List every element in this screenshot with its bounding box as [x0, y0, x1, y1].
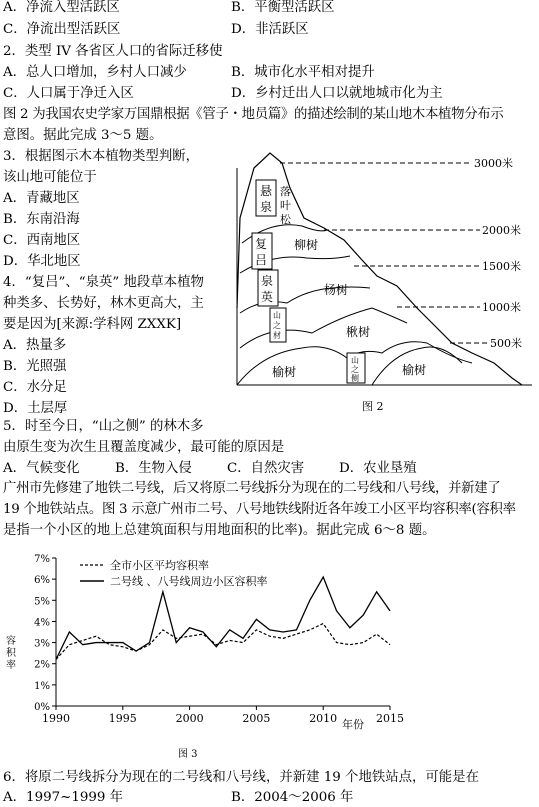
series-line-metro-2-8	[56, 577, 390, 659]
label-fulv-1: 复	[255, 237, 268, 251]
q1-option-d: D．非活跃区	[231, 22, 309, 37]
y-tick-label: 1%	[34, 680, 50, 692]
q3-option-a: A．青藏地区	[3, 191, 80, 206]
q4-stem-line1: 4．“复吕”、“泉英” 地段草本植物	[3, 275, 204, 290]
label-quanying-2: 英	[261, 290, 274, 304]
q2-options-row1	[3, 63, 375, 82]
elevation-label-1500: 1500米	[482, 260, 521, 273]
q4-option-c: C．水分足	[3, 380, 67, 395]
q3-option-d: D．华北地区	[3, 254, 81, 269]
figure-2-caption: 图 2	[362, 400, 384, 413]
label-fulv-2: 吕	[255, 253, 268, 267]
label-shanzhice-1: 山	[351, 356, 359, 365]
q5-option-a: A．气候变化	[3, 461, 80, 476]
q1-options-row1	[3, 0, 335, 17]
x-axis-title: 年份	[342, 718, 364, 731]
q3-stem-line2: 该山地可能位于	[3, 170, 97, 185]
q3-stem-line1: 3．根据图示木本植物类型判断，	[3, 149, 199, 164]
label-shanzhicai-1: 山	[273, 311, 281, 320]
label-shanzhicai-3: 材	[273, 331, 281, 340]
y-tick-label: 7%	[34, 554, 50, 565]
q6-option-a: A．1997~1999 年	[3, 790, 124, 805]
label-yangshu: 杨树	[324, 283, 349, 297]
q1-option-a: A．净流入型活跃区	[3, 0, 120, 15]
q6-stem: 6．将原二号线拆分为现在的二号线和八号线，并新建 19 个地铁站点，可能是在	[3, 770, 479, 785]
q5-stem-line1: 5．时至今日，“山之侧” 的林木多	[3, 419, 204, 434]
q5-option-d: D．农业垦殖	[339, 461, 417, 476]
ylabel-char-2: 积	[6, 648, 16, 659]
label-yushu-left: 榆树	[272, 365, 297, 379]
label-yushu-right: 榆树	[402, 363, 427, 377]
elevation-3000	[280, 156, 513, 170]
label-xuanquan-2: 泉	[260, 200, 273, 214]
y-tick-label: 6%	[34, 575, 50, 587]
q3-option-b: B．东南沿海	[3, 212, 80, 227]
elevation-label-3000: 3000米	[474, 157, 513, 170]
x-tick-label: 2015	[376, 712, 404, 725]
label-qiushu: 楸树	[346, 325, 371, 339]
label-luoyesong-1: 落	[280, 185, 291, 198]
ylabel-char-3: 率	[6, 660, 16, 671]
q4-option-b: B．光照强	[3, 359, 67, 374]
elevation-1500	[354, 259, 521, 273]
elevation-label-500: 500米	[490, 337, 522, 350]
figure-3-line-chart	[0, 548, 539, 766]
q2-option-b: B．城市化水平相对提升	[231, 65, 375, 80]
q2-option-d: D．乡村迁出人口以就地城市化为主	[231, 86, 443, 101]
chart-legend	[80, 558, 268, 588]
hill-layer-4	[240, 308, 407, 348]
label-luoyesong-2: 叶	[280, 199, 291, 212]
q4-stem-line2: 种类多、长势好，林木更高大，主	[3, 296, 204, 311]
x-tick-label: 2000	[175, 712, 204, 725]
q2-stem: 2．类型 IV 各省区人口的省际迁移使	[3, 44, 223, 59]
intro2-line2: 意图。据此完成 3～5 题。	[3, 128, 163, 143]
q3-option-c: C．西南地区	[3, 233, 81, 248]
q4-stem-line3: 要是因为[来源:学科网 ZXXK]	[3, 317, 182, 332]
q6-option-b: B．2004～2006 年	[231, 790, 354, 805]
x-tick-label: 2005	[242, 712, 271, 725]
q2-option-c: C．人口属于净迁入区	[3, 86, 134, 101]
y-tick-label: 2%	[34, 659, 50, 671]
x-tick-label: 2010	[309, 712, 338, 725]
q1-option-b: B．平衡型活跃区	[231, 0, 335, 15]
intro3-line3: 是指一个小区的地上总建筑面积与用地面积的比率)。据此完成 6～8 题。	[3, 523, 436, 538]
intro3-line2: 19 个地铁站点。图 3 示意广州市二号、八号地铁线附近各年竣工小区平均容积率(容积率	[3, 502, 516, 517]
q4-option-d: D．土层厚	[3, 401, 68, 416]
label-quanying-1: 泉	[261, 274, 274, 288]
q5-option-c: C．自然灾害	[227, 461, 305, 476]
y-tick-label: 5%	[34, 596, 50, 608]
ylabel-char-1: 容	[6, 636, 16, 647]
series-line-city-average	[56, 624, 390, 660]
q2-options-row2	[3, 84, 443, 103]
q2-option-a: A．总人口增加，乡村人口减少	[3, 65, 187, 80]
label-xuanquan-1: 悬	[260, 184, 273, 198]
q4-option-a: A．热量多	[3, 338, 67, 353]
q1-options-row2	[3, 20, 309, 39]
q6-options	[3, 788, 354, 807]
intro2-line1: 图 2 为我国农史学家万国鼎根据《管子・地员篇》的描述绘制的某山地木本植物分布示	[3, 107, 504, 122]
q1-option-c: C．净流出型活跃区	[3, 22, 121, 37]
q5-stem-line2: 由原生变为次生且覆盖度减少，最可能的原因是	[3, 440, 285, 455]
y-axis-title	[6, 635, 17, 671]
x-tick-label: 1995	[108, 712, 137, 725]
elevation-1000	[397, 300, 521, 314]
legend-metro-label: 二号线 、八号线周边小区容积率	[110, 575, 268, 588]
label-shanzhice-3: 侧	[351, 374, 359, 383]
figure-2-mountain-diagram	[232, 148, 539, 418]
elevation-label-2000: 2000米	[482, 224, 521, 237]
elevation-2000	[324, 223, 521, 237]
intro3-line1: 广州市先修建了地铁二号线，后又将原二号线拆分为现在的二号线和八号线，并新建了	[3, 481, 501, 496]
legend-avg-label: 全市小区平均容积率	[110, 559, 209, 572]
label-shanzhicai-2: 之	[273, 321, 281, 330]
y-tick-label: 0%	[34, 702, 50, 713]
elevation-label-1000: 1000米	[482, 301, 521, 314]
x-tick-label: 1990	[42, 712, 70, 725]
label-luoyesong-3: 松	[280, 213, 291, 226]
y-tick-label: 3%	[34, 638, 50, 650]
label-liushu: 柳树	[294, 238, 319, 252]
q5-option-b: B．生物入侵	[115, 461, 192, 476]
y-tick-label: 4%	[34, 617, 50, 629]
label-shanzhice-2: 之	[351, 365, 359, 374]
figure-3-caption: 图 3	[178, 749, 198, 760]
q5-options	[3, 459, 417, 478]
